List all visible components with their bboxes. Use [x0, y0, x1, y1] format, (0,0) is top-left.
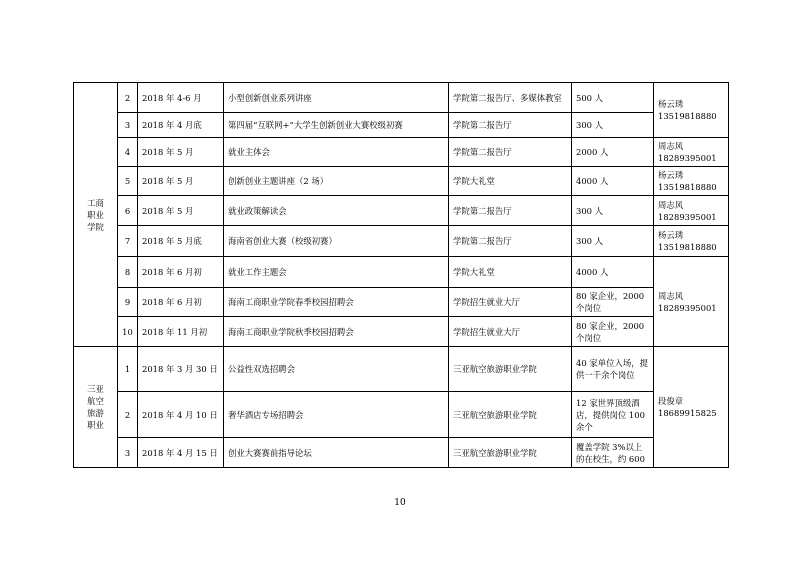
institution-line: 学院 — [87, 221, 104, 232]
institution-line: 职业 — [87, 420, 104, 430]
contact-cell — [654, 226, 729, 257]
event-cell: 奢华酒店专场招聘会 — [224, 392, 449, 438]
contact-phone: 18689915825 — [658, 408, 717, 418]
table-row — [74, 347, 729, 392]
institution-cell — [74, 83, 118, 347]
contact-cell — [654, 347, 729, 468]
venue-cell: 学院大礼堂 — [449, 257, 572, 288]
scale-cell: 2000 人 — [572, 138, 654, 167]
table-row — [74, 113, 729, 138]
event-cell: 海南工商职业学院春季校园招聘会 — [224, 288, 449, 317]
contact-phone: 18289395001 — [658, 153, 717, 163]
table-row — [74, 138, 729, 167]
table-row — [74, 226, 729, 257]
activity-table — [73, 82, 729, 468]
row-number: 8 — [118, 257, 138, 288]
scale-cell: 4000 人 — [572, 257, 654, 288]
venue-cell: 学院第二报告厅、多媒体教室 — [449, 83, 572, 113]
row-number: 2 — [118, 83, 138, 113]
contact-name: 杨云琇 — [658, 99, 684, 109]
scale-cell: 40 家单位入场，提供一千余个岗位 — [572, 347, 654, 392]
row-number: 4 — [118, 138, 138, 167]
venue-cell: 三亚航空旅游职业学院 — [449, 392, 572, 438]
row-number: 3 — [118, 113, 138, 138]
table-row — [74, 196, 729, 226]
contact-name: 杨云琇 — [658, 170, 684, 180]
contact-phone: 13519818880 — [658, 242, 717, 252]
date-cell: 2018 年 5 月底 — [138, 226, 224, 257]
row-number: 6 — [118, 196, 138, 226]
contact-name: 周志风 — [658, 141, 684, 151]
table-row — [74, 438, 729, 468]
scale-cell: 300 人 — [572, 226, 654, 257]
table-row — [74, 392, 729, 438]
date-cell: 2018 年 4 月 10 日 — [138, 392, 224, 438]
table-row — [74, 317, 729, 347]
venue-cell: 学院第二报告厅 — [449, 196, 572, 226]
contact-phone: 18289395001 — [658, 302, 717, 313]
date-cell: 2018 年 6 月初 — [138, 257, 224, 288]
scale-cell: 300 人 — [572, 113, 654, 138]
contact-phone: 18289395001 — [658, 211, 717, 222]
institution-line: 职业 — [87, 209, 104, 220]
event-cell: 小型创新创业系列讲座 — [224, 83, 449, 113]
contact-name: 段俊章 — [658, 396, 684, 406]
date-cell: 2018 年 4 月底 — [138, 113, 224, 138]
date-cell: 2018 年 11 月初 — [138, 317, 224, 347]
venue-cell: 学院招生就业大厅 — [449, 288, 572, 317]
event-cell: 海南工商职业学院秋季校园招聘会 — [224, 317, 449, 347]
scale-cell: 12 家世界顶级酒店，提供岗位 100 余个 — [572, 392, 654, 438]
scale-cell: 4000 人 — [572, 167, 654, 196]
contact-cell — [654, 167, 729, 196]
venue-cell: 学院第二报告厅 — [449, 226, 572, 257]
contact-name: 杨云琇 — [658, 230, 684, 240]
institution-line: 航空 — [87, 396, 104, 406]
table-row — [74, 167, 729, 196]
contact-cell — [654, 83, 729, 138]
row-number: 1 — [118, 347, 138, 392]
scale-cell: 500 人 — [572, 83, 654, 113]
contact-cell — [654, 196, 729, 226]
page-number: 10 — [394, 498, 406, 508]
row-number: 5 — [118, 167, 138, 196]
date-cell: 2018 年 5 月 — [138, 138, 224, 167]
event-cell: 第四届“互联网+”大学生创新创业大赛校级初赛 — [224, 113, 449, 138]
contact-name: 周志风 — [658, 199, 684, 210]
row-number: 10 — [118, 317, 138, 347]
event-cell: 公益性双选招聘会 — [224, 347, 449, 392]
date-cell: 2018 年 5 月 — [138, 196, 224, 226]
venue-cell: 学院第二报告厅 — [449, 138, 572, 167]
institution-line: 工商 — [87, 197, 104, 208]
event-cell: 创新创业主题讲座（2 场） — [224, 167, 449, 196]
row-number: 9 — [118, 288, 138, 317]
contact-phone: 13519818880 — [658, 111, 717, 121]
row-number: 2 — [118, 392, 138, 438]
venue-cell: 学院招生就业大厅 — [449, 317, 572, 347]
contact-cell — [654, 138, 729, 167]
event-cell: 就业主体会 — [224, 138, 449, 167]
institution-cell — [74, 347, 118, 468]
scale-cell: 300 人 — [572, 196, 654, 226]
scale-cell: 80 家企业，2000 个岗位 — [572, 317, 654, 347]
venue-cell: 三亚航空旅游职业学院 — [449, 438, 572, 468]
date-cell: 2018 年 4-6 月 — [138, 83, 224, 113]
venue-cell: 学院大礼堂 — [449, 167, 572, 196]
table-row — [74, 288, 729, 317]
event-cell: 创业大赛赛前指导论坛 — [224, 438, 449, 468]
contact-phone: 13519818880 — [658, 182, 717, 192]
contact-name: 周志风 — [658, 290, 684, 301]
event-cell: 就业政策解读会 — [224, 196, 449, 226]
institution-line: 三亚 — [87, 384, 104, 394]
date-cell: 2018 年 3 月 30 日 — [138, 347, 224, 392]
venue-cell: 三亚航空旅游职业学院 — [449, 347, 572, 392]
contact-cell — [654, 257, 729, 347]
table-row — [74, 257, 729, 288]
date-cell: 2018 年 4 月 15 日 — [138, 438, 224, 468]
row-number: 7 — [118, 226, 138, 257]
scale-cell: 覆盖学院 3%以上的在校生，约 600 — [572, 438, 654, 468]
table-row — [74, 83, 729, 113]
date-cell: 2018 年 5 月 — [138, 167, 224, 196]
event-cell: 就业工作主题会 — [224, 257, 449, 288]
institution-line: 旅游 — [87, 408, 104, 418]
row-number: 3 — [118, 438, 138, 468]
event-cell: 海南省创业大赛（校级初赛） — [224, 226, 449, 257]
date-cell: 2018 年 6 月初 — [138, 288, 224, 317]
venue-cell: 学院第二报告厅 — [449, 113, 572, 138]
scale-cell: 80 家企业，2000 个岗位 — [572, 288, 654, 317]
